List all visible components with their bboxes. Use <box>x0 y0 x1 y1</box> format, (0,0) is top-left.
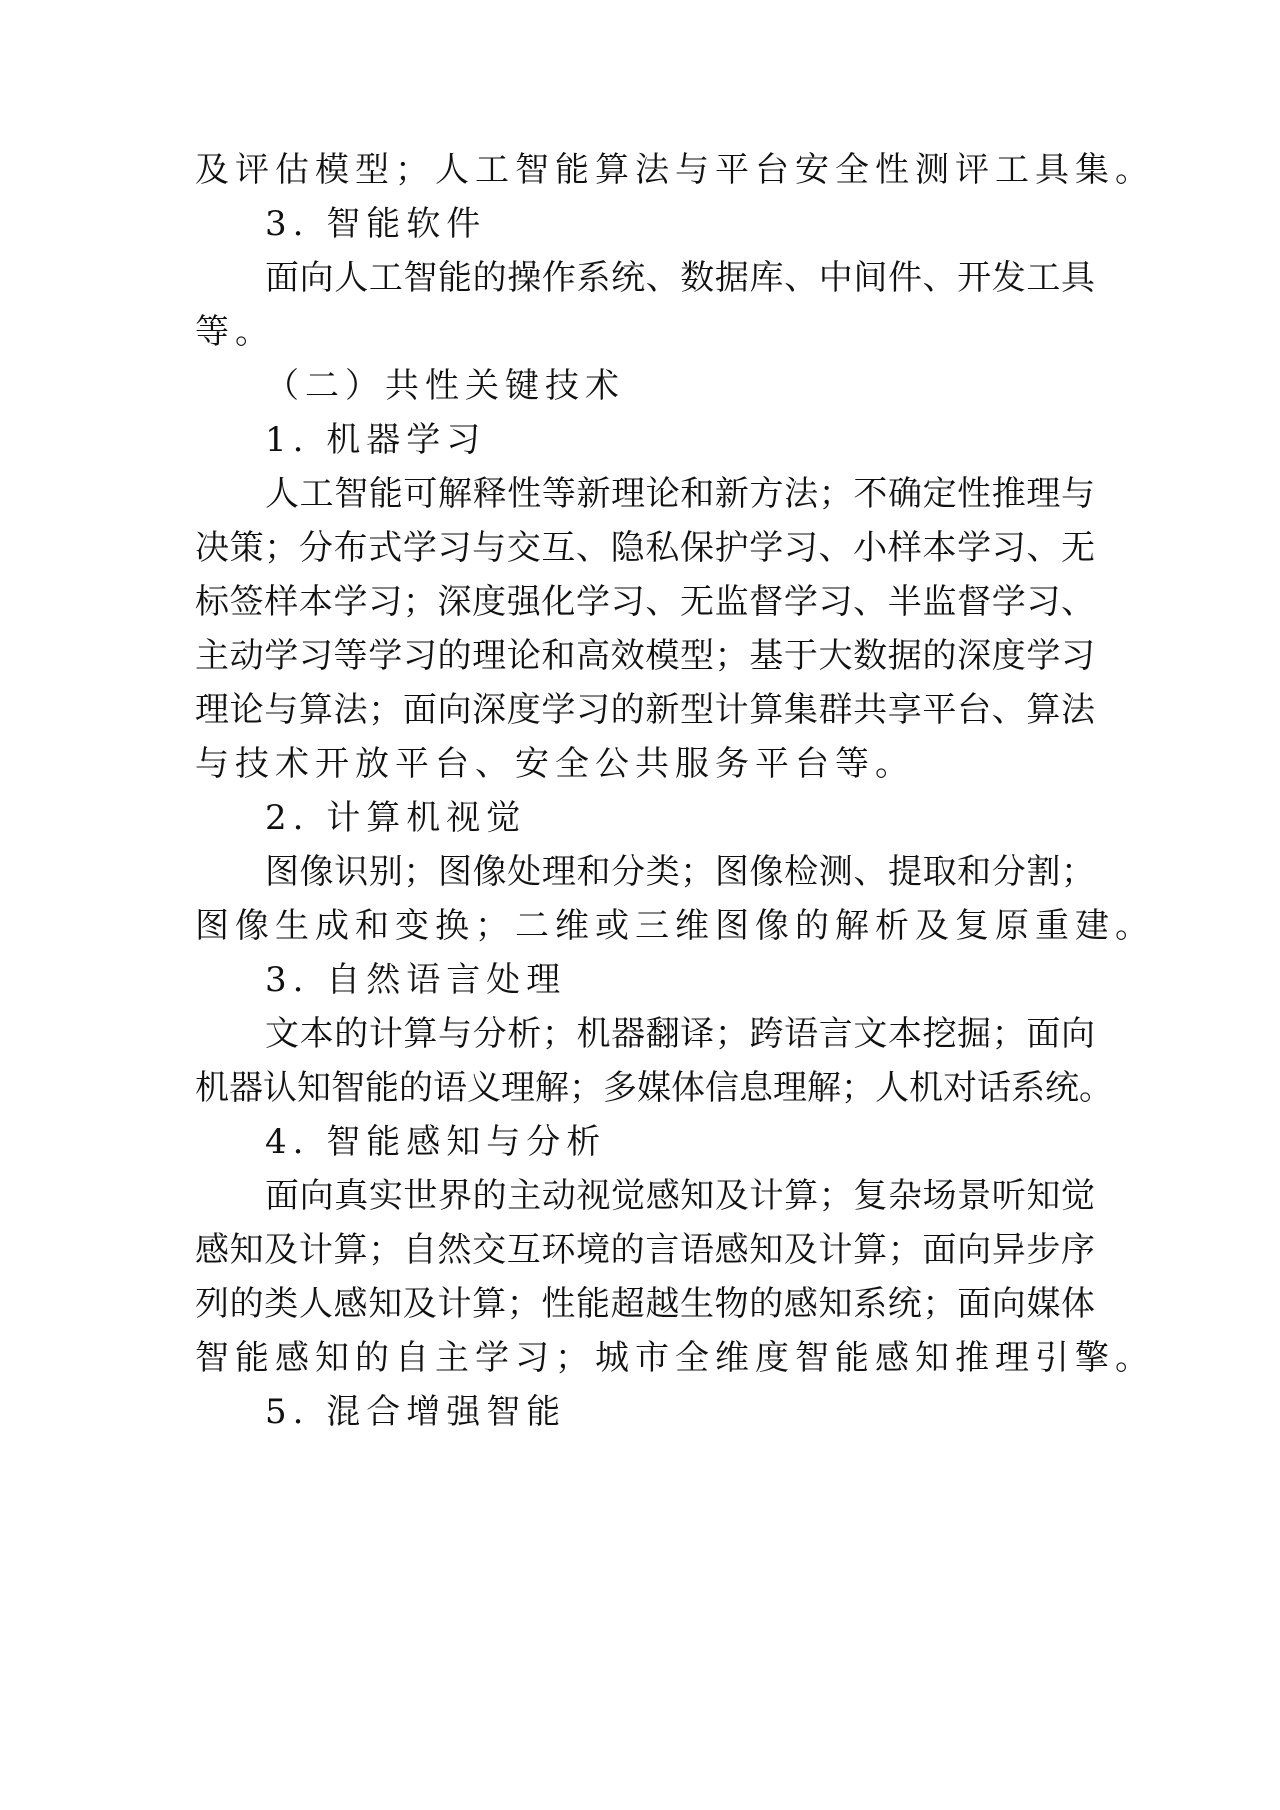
paragraph-line: 人工智能可解释性等新理论和新方法；不确定性推理与 <box>265 474 1095 514</box>
subsection-heading: 4. 智能感知与分析 <box>265 1122 607 1162</box>
subsection-heading: 1. 机器学习 <box>265 420 487 460</box>
subsection-heading: 2. 计算机视觉 <box>265 798 527 838</box>
paragraph-line: 面向人工智能的操作系统、数据库、中间件、开发工具 <box>265 258 1095 298</box>
subsection-heading: 3. 自然语言处理 <box>265 960 567 1000</box>
subsection-heading: 5. 混合增强智能 <box>265 1392 567 1432</box>
paragraph-line: 及评估模型；人工智能算法与平台安全性测评工具集。 <box>195 150 1155 190</box>
paragraph-line: 图像识别；图像处理和分类；图像检测、提取和分割； <box>265 852 1095 892</box>
paragraph-line: 文本的计算与分析；机器翻译；跨语言文本挖掘；面向 <box>265 1014 1095 1054</box>
paragraph-line: 标签样本学习；深度强化学习、无监督学习、半监督学习、 <box>195 582 1095 622</box>
paragraph-line: 理论与算法；面向深度学习的新型计算集群共享平台、算法 <box>195 690 1095 730</box>
paragraph-line: 面向真实世界的主动视觉感知及计算；复杂场景听知觉 <box>265 1176 1095 1216</box>
paragraph-line: 感知及计算；自然交互环境的言语感知及计算；面向异步序 <box>195 1230 1095 1270</box>
paragraph-line: 图像生成和变换；二维或三维图像的解析及复原重建。 <box>195 906 1155 946</box>
paragraph-line: 主动学习等学习的理论和高效模型；基于大数据的深度学习 <box>195 636 1095 676</box>
paragraph-line: 与技术开放平台、安全公共服务平台等。 <box>195 744 915 784</box>
paragraph-line: 等。 <box>195 312 275 352</box>
paragraph-line: 智能感知的自主学习；城市全维度智能感知推理引擎。 <box>195 1338 1155 1378</box>
paragraph-line: 机器认知智能的语义理解；多媒体信息理解；人机对话系统。 <box>195 1068 1113 1108</box>
paragraph-line: 列的类人感知及计算；性能超越生物的感知系统；面向媒体 <box>195 1284 1095 1324</box>
paragraph-line: 决策；分布式学习与交互、隐私保护学习、小样本学习、无 <box>195 528 1095 568</box>
subsection-heading: 3. 智能软件 <box>265 204 487 244</box>
section-heading: （二）共性关键技术 <box>265 366 625 406</box>
